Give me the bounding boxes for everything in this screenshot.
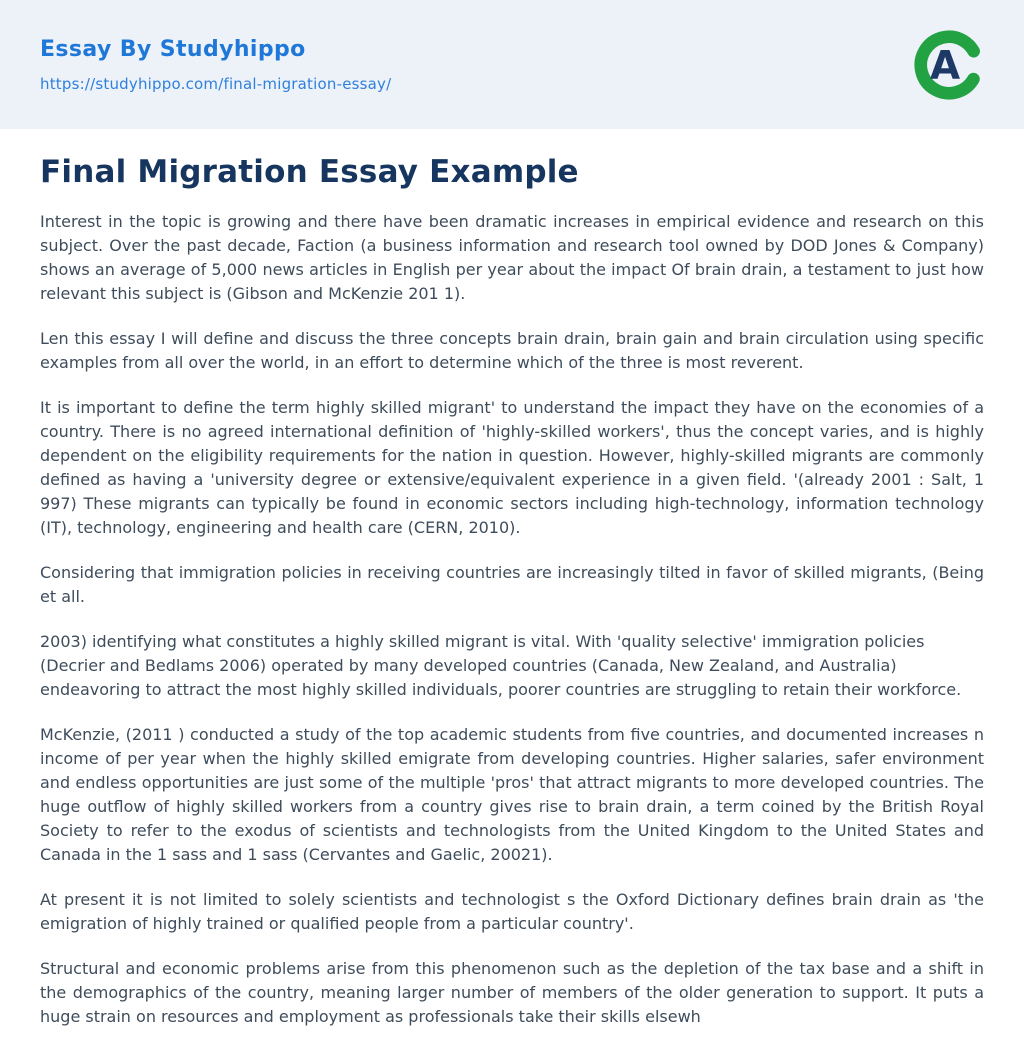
source-url-link[interactable]: https://studyhippo.com/final-migration-essay/: [40, 74, 392, 93]
essay-title: Final Migration Essay Example: [40, 154, 579, 190]
essay-paragraph: 2003) identifying what constitutes a highly skilled migrant is vital. With 'quality selective' immigration policies (Decrier and Bedlams 2006) operated by many developed countries (Canada, New Zealand, and Australia) endeavoring to attract the most highly skilled individuals, poorer countries are struggling to retain their workforce.: [40, 632, 962, 699]
essay-paragraph: Structural and economic problems arise from this phenomenon such as the depletion of the tax base and a shift in the demographics of the country, meaning larger number of members of the older generation to support. It puts a huge strain on resources and employment as professionals take their skills elsewh: [40, 959, 984, 1026]
essay-paragraph: It is important to define the term highly skilled migrant' to understand the impact they have on the economies of a country. There is no agreed international definition of 'highly-skilled workers', thus the concept varies, and is highly dependent on the eligibility requirements for the nation in question. However, highly-skilled migrants are commonly defined as having a 'university degree or extensive/equivalent experience in a given field. '(already 2001 : Salt, 1 997) These migrants can typically be found in economic sectors including high-technology, information technology (IT), technology, engineering and health care (CERN, 2010).: [40, 398, 984, 537]
logo-letter: A: [930, 43, 961, 89]
essay-paragraph: Len this essay I will define and discuss the three concepts brain drain, brain gain and brain circulation using specific examples from all over the world, in an effort to determine which of the three is most reverent.: [40, 329, 984, 372]
header-text-block: [40, 37, 391, 93]
studyhippo-logo-icon: [912, 28, 986, 102]
essay-paragraph: Interest in the topic is growing and there have been dramatic increases in empirical evidence and research on this subject. Over the past decade, Faction (a business information and research tool owned by DOD Jones & Company) shows an average of 5,000 news articles in English per year about the impact Of brain drain, a testament to just how relevant this subject is (Gibson and McKenzie 201 1).: [40, 212, 984, 303]
essay-paragraph: McKenzie, (2011 ) conducted a study of the top academic students from five countries, and documented increases n income of per year when the highly skilled emigrate from developing countries. Higher salaries, safer environment and endless opportunities are just some of the multiple 'pros' that attract migrants to more developed countries. The huge outflow of highly skilled workers from a country gives rise to brain drain, a term coined by the British Royal Society to refer to the exodus of scientists and technologists from the United Kingdom to the United States and Canada in the 1 sass and 1 sass (Cervantes and Gaelic, 20021).: [40, 725, 984, 864]
essay-paragraph: At present it is not limited to solely scientists and technologist s the Oxford Dictionary defines brain drain as 'the emigration of highly trained or qualified people from a particular country'.: [40, 890, 984, 933]
studyhippo-logo[interactable]: [912, 28, 986, 102]
page-header: [0, 0, 1024, 129]
site-title: Essay By Studyhippo: [40, 36, 306, 62]
essay-content: [0, 129, 1024, 1029]
essay-paragraph: Considering that immigration policies in receiving countries are increasingly tilted in favor of skilled migrants, (Being et all.: [40, 563, 984, 606]
